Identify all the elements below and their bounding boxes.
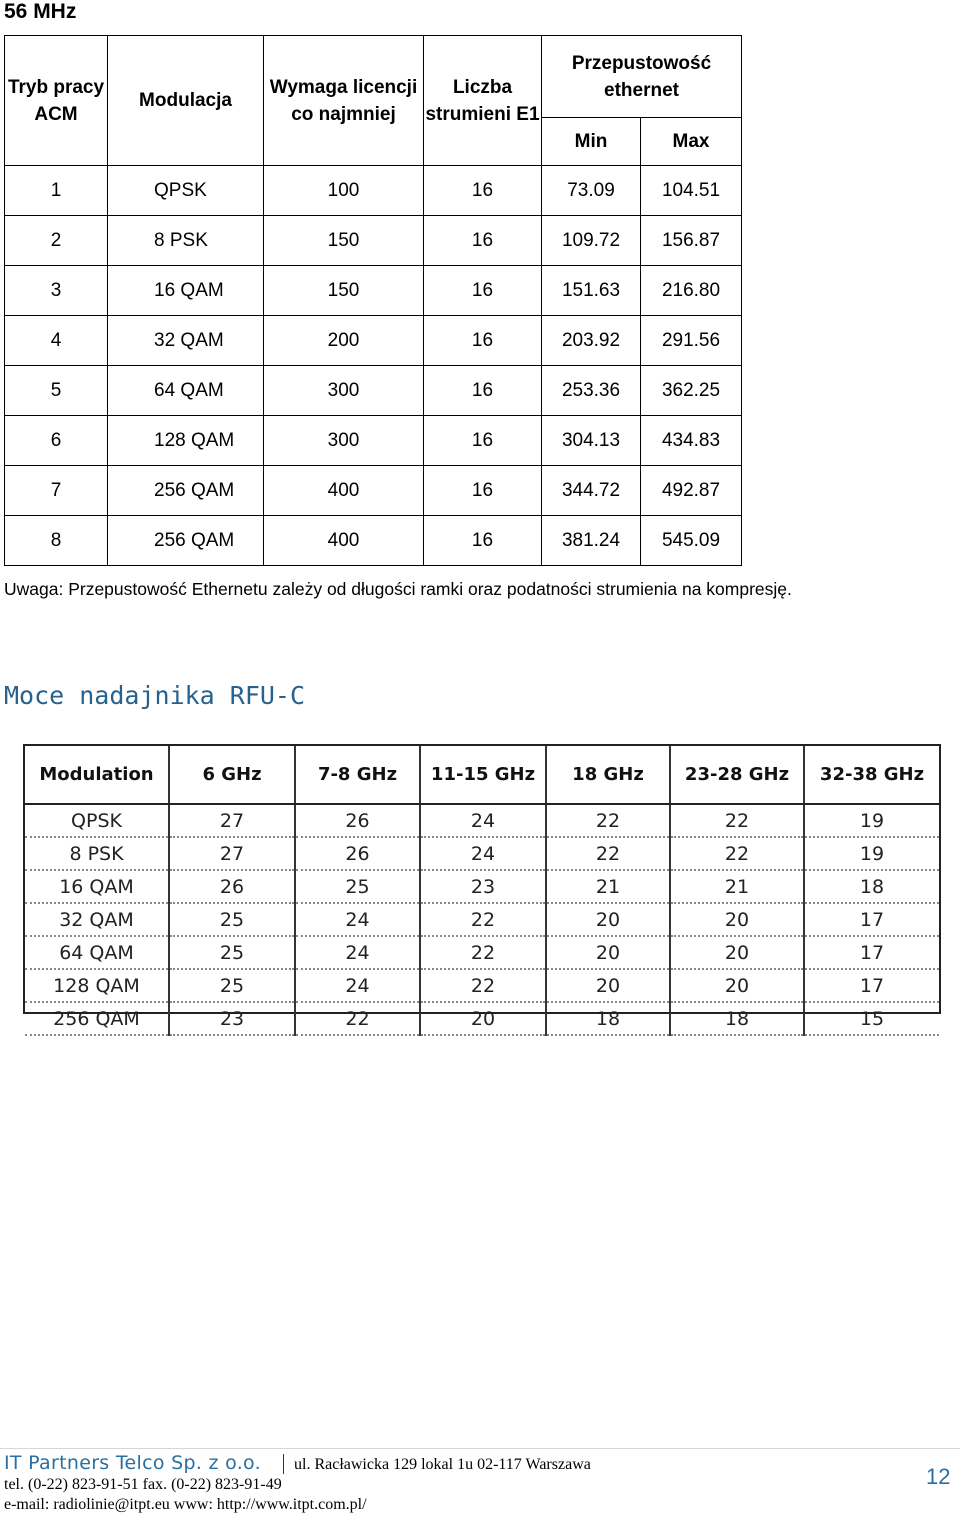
table-cell: 8 PSK (108, 216, 264, 266)
table-cell: 64 QAM (25, 936, 169, 969)
table-cell: 545.09 (641, 516, 742, 566)
table-cell: QPSK (25, 804, 169, 837)
table-cell: 20 (546, 936, 670, 969)
table-cell: 16 (424, 266, 542, 316)
table-cell: 156.87 (641, 216, 742, 266)
table-cell: 21 (546, 870, 670, 903)
table-cell: 20 (670, 936, 804, 969)
table-cell: 20 (546, 969, 670, 1002)
table-cell: 2 (5, 216, 108, 266)
table-cell: 24 (295, 936, 420, 969)
table-cell: 16 QAM (25, 870, 169, 903)
table-cell: 22 (420, 936, 546, 969)
table-cell: 17 (804, 936, 939, 969)
table-row (25, 936, 939, 969)
table-cell: 16 (424, 516, 542, 566)
header-modulation: Modulacja (108, 36, 264, 166)
table-cell: 22 (420, 969, 546, 1002)
power-header-cell: 6 GHz (169, 746, 295, 804)
table-cell: 8 (5, 516, 108, 566)
table-row (5, 266, 742, 316)
table-cell: 150 (264, 266, 424, 316)
table-cell: 24 (420, 804, 546, 837)
table-cell: 253.36 (542, 366, 641, 416)
table-cell: 1 (5, 166, 108, 216)
table-cell: 24 (295, 969, 420, 1002)
table-cell: 27 (169, 804, 295, 837)
table-cell: 22 (670, 804, 804, 837)
section-title-power: Moce nadajnika RFU-C (4, 681, 306, 710)
table-cell: 25 (169, 969, 295, 1002)
table-cell: 19 (804, 804, 939, 837)
table-row (5, 316, 742, 366)
table-row (25, 837, 939, 870)
table-cell: 22 (546, 837, 670, 870)
table-cell: 20 (670, 969, 804, 1002)
footer-phone: tel. (0-22) 823-91-51 fax. (0-22) 823-91-49 (4, 1476, 282, 1493)
table-cell: 300 (264, 366, 424, 416)
table-row (5, 216, 742, 266)
table-cell: 7 (5, 466, 108, 516)
table-cell: 104.51 (641, 166, 742, 216)
table-cell: 16 QAM (108, 266, 264, 316)
table-cell: 25 (295, 870, 420, 903)
power-header-cell: Modulation (25, 746, 169, 804)
table-cell: 15 (804, 1002, 939, 1035)
section-heading-56mhz: 56 MHz (4, 0, 77, 23)
table-cell: 17 (804, 903, 939, 936)
footer-separator (283, 1454, 284, 1474)
table-cell: 25 (169, 936, 295, 969)
footer-company: IT Partners Telco Sp. z o.o. (4, 1452, 261, 1474)
table-cell: 26 (295, 837, 420, 870)
table-cell: 32 QAM (25, 903, 169, 936)
table-cell: 18 (804, 870, 939, 903)
table-cell: 20 (420, 1002, 546, 1035)
table-cell: 344.72 (542, 466, 641, 516)
tx-power-table (25, 746, 939, 1036)
table-cell: 17 (804, 969, 939, 1002)
ethernet-note: Uwaga: Przepustowość Ethernetu zależy od długości ramki oraz podatności strumienia na kompresję. (4, 579, 792, 599)
table-cell: 150 (264, 216, 424, 266)
table-cell: 20 (670, 903, 804, 936)
table-cell: 32 QAM (108, 316, 264, 366)
table-cell: 73.09 (542, 166, 641, 216)
table-row (25, 969, 939, 1002)
table-cell: 128 QAM (108, 416, 264, 466)
table-row (5, 416, 742, 466)
table-cell: 362.25 (641, 366, 742, 416)
table-cell: 6 (5, 416, 108, 466)
acm-throughput-table (4, 35, 742, 566)
table-cell: 216.80 (641, 266, 742, 316)
table-cell: 18 (546, 1002, 670, 1035)
table-cell: 23 (169, 1002, 295, 1035)
table-cell: 151.63 (542, 266, 641, 316)
table-cell: 100 (264, 166, 424, 216)
header-license: Wymaga licencji co najmniej (264, 36, 424, 166)
power-table-frame (23, 744, 941, 1030)
table-cell: 4 (5, 316, 108, 366)
table-cell: 22 (546, 804, 670, 837)
table-row (5, 516, 742, 566)
table-row (5, 466, 742, 516)
table-cell: 26 (169, 870, 295, 903)
table-cell: 16 (424, 166, 542, 216)
table-cell: 256 QAM (108, 516, 264, 566)
table-cell: 109.72 (542, 216, 641, 266)
table-cell: 64 QAM (108, 366, 264, 416)
table-cell: 304.13 (542, 416, 641, 466)
table-cell: 20 (546, 903, 670, 936)
table-cell: 128 QAM (25, 969, 169, 1002)
table-cell: 27 (169, 837, 295, 870)
table-cell: 26 (295, 804, 420, 837)
table-cell: 291.56 (641, 316, 742, 366)
table-cell: 8 PSK (25, 837, 169, 870)
table-cell: 400 (264, 466, 424, 516)
header-min: Min (542, 118, 641, 166)
table-cell: 22 (295, 1002, 420, 1035)
table-cell: 21 (670, 870, 804, 903)
table-cell: 492.87 (641, 466, 742, 516)
table-cell: 23 (420, 870, 546, 903)
power-header-cell: 23-28 GHz (670, 746, 804, 804)
table-row (25, 804, 939, 837)
table-cell: 16 (424, 416, 542, 466)
table-cell: 24 (420, 837, 546, 870)
table-cell: 3 (5, 266, 108, 316)
table-cell: 16 (424, 216, 542, 266)
table-cell: 256 QAM (25, 1002, 169, 1035)
table-cell: 5 (5, 366, 108, 416)
table-cell: 16 (424, 316, 542, 366)
footer-address: ul. Racławicka 129 lokal 1u 02-117 Warszawa (294, 1456, 591, 1473)
table-row (25, 870, 939, 903)
table-cell: 400 (264, 516, 424, 566)
table-cell: 22 (420, 903, 546, 936)
power-header-cell: 7-8 GHz (295, 746, 420, 804)
table-cell: QPSK (108, 166, 264, 216)
header-e1: Liczba strumieni E1 (424, 36, 542, 166)
table-row (5, 166, 742, 216)
table-row (25, 903, 939, 936)
table-cell: 16 (424, 366, 542, 416)
header-ethernet: Przepustowość ethernet (542, 36, 742, 118)
table-row (5, 366, 742, 416)
table-cell: 22 (670, 837, 804, 870)
header-max: Max (641, 118, 742, 166)
footer-divider (0, 1448, 960, 1449)
table-row (25, 1002, 939, 1035)
table-cell: 300 (264, 416, 424, 466)
table-cell: 18 (670, 1002, 804, 1035)
table-cell: 24 (295, 903, 420, 936)
table-cell: 256 QAM (108, 466, 264, 516)
table-cell: 200 (264, 316, 424, 366)
power-header-cell: 11-15 GHz (420, 746, 546, 804)
power-header-cell: 18 GHz (546, 746, 670, 804)
table-cell: 16 (424, 466, 542, 516)
table-cell: 19 (804, 837, 939, 870)
table-cell: 434.83 (641, 416, 742, 466)
page-number: 12 (926, 1464, 951, 1489)
table-cell: 25 (169, 903, 295, 936)
footer-email: e-mail: radiolinie@itpt.eu www: http://www.itpt.com.pl/ (4, 1496, 367, 1513)
table-cell: 381.24 (542, 516, 641, 566)
power-header-cell: 32-38 GHz (804, 746, 939, 804)
header-mode: Tryb pracy ACM (5, 36, 108, 166)
table-cell: 203.92 (542, 316, 641, 366)
